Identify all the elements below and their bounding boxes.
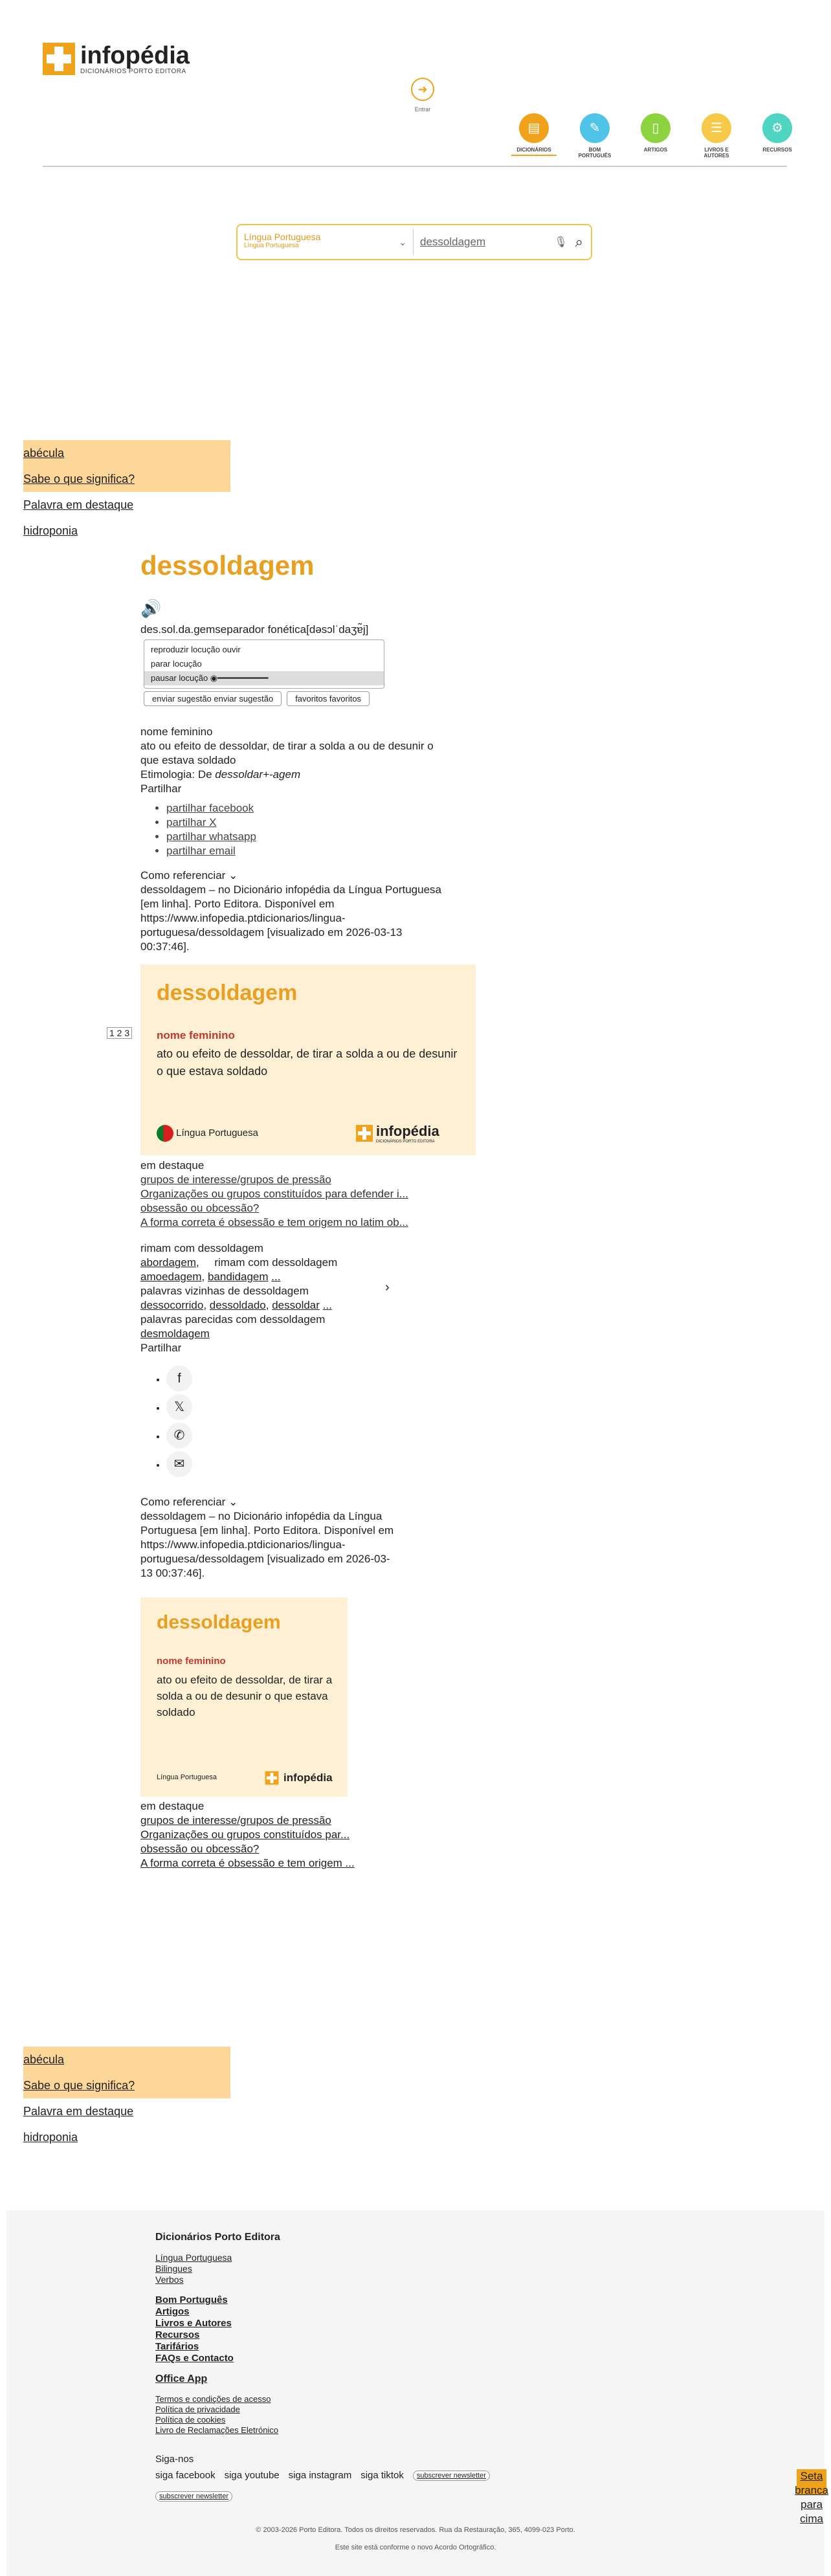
footer-link[interactable]: Artigos [155,2306,190,2317]
card-logo-name: infopédia [376,1123,439,1139]
etymology [140,768,451,782]
pencil-icon: ✎ [580,113,610,143]
definition: ato ou efeito de dessoldar, de tirar a solda a ou de desunir o que estava soldado [140,740,434,766]
card-pos: nome feminino [157,1029,235,1041]
share-facebook-link[interactable]: • partilhar facebook [166,801,451,816]
entry-body [140,725,451,954]
legal-link[interactable]: Livro de Reclamações Eletrónico [155,2425,279,2435]
entry-actions [144,691,370,706]
sidebar-quiz-link[interactable]: Sabe o que significa? [23,466,230,492]
search-bar [236,224,592,260]
sidebar-featured-link[interactable]: Palavra em destaque [23,2105,134,2118]
audio-player [144,639,384,689]
x-icon[interactable]: • 𝕏 [166,1394,192,1420]
neighbor-link[interactable]: dessoldar [272,1299,320,1311]
nav-label: LIVROS E AUTORES [704,147,729,159]
office-app-link[interactable]: Office App [155,2373,208,2384]
sidebar-top [23,440,230,544]
logo-subtitle: DICIONÁRIOS PORTO EDITORA [80,67,186,75]
login-label: Entrar [414,106,431,113]
chevron-down-icon: ⌄ [228,869,238,882]
sidebar-word-link[interactable]: abécula [23,440,230,466]
sidebar-featured-link[interactable]: Palavra em destaque [23,498,134,511]
microphone-icon[interactable]: 🎙 [554,237,568,248]
etymology-value: dessoldar+-agem [215,768,301,781]
sidebar-word-link[interactable]: hidroponia [23,2131,78,2144]
featured-block [140,1159,464,1230]
sidebar-word-link[interactable]: hidroponia [23,524,78,537]
portugal-flag-icon [157,1125,173,1142]
card-logo [356,1123,439,1144]
cite-label: Como referenciar [140,1496,226,1508]
sidebar-quiz-link[interactable]: Sabe o que significa? [23,2072,230,2098]
card-logo-name: infopédia [283,1771,333,1784]
cite-label: Como referenciar [140,869,226,882]
footer-link[interactable]: Verbos [155,2274,184,2285]
logo[interactable] [43,43,190,75]
book-icon: ▤ [519,113,549,143]
syllables: des.sol.da.gemseparador fonética[dəsɔlˈdaʒɐ̃j] [140,623,369,636]
share-label: Partilhar [140,783,182,795]
tiktok-link[interactable]: siga tiktok [360,2470,404,2481]
legal-link[interactable]: Política de cookies [155,2415,226,2425]
main-nav [511,113,800,159]
nav-label: ARTIGOS [643,147,668,153]
neighbor-link[interactable]: dessocorrido [140,1299,204,1311]
facebook-link[interactable]: siga facebook [155,2470,216,2481]
entry-title: dessoldagem [140,550,315,581]
card-language [157,1125,258,1142]
related-block [140,1241,425,1355]
footer-content [155,2232,490,2500]
legal-link[interactable]: Política de privacidade [155,2404,240,2414]
footer-link[interactable]: Recursos [155,2329,200,2340]
speaker-icon[interactable]: 🔊 [140,599,162,618]
card-logo [263,1770,333,1786]
phonetic: dəsɔlˈdaʒɐ̃j [309,623,366,636]
nav-label: RECURSOS [762,147,792,153]
pause-row [144,671,384,685]
footer-link[interactable]: FAQs e Contacto [155,2353,234,2364]
footer-link[interactable]: Tarifários [155,2341,199,2352]
rhyme-link[interactable]: amoedagem [140,1271,202,1283]
nav-label: BOM PORTUGUÊS [578,147,612,159]
nav-dicionarios[interactable] [511,113,557,159]
part-of-speech: nome feminino [140,726,213,738]
separator-alt: separador fonética [215,623,307,636]
card-pos: nome feminino [157,1656,226,1667]
language-select[interactable] [238,229,414,255]
social-row [155,2470,490,2481]
featured-link[interactable]: grupos de interesse/grupos de pressão [140,1173,331,1186]
citation: dessoldagem – no Dicionário infopédia da Língua Portuguesa [em linha]. Porto Editora. Disponível em https://www.infopedia.ptdicionarios/lingua-portuguesa/dessoldagem [visualizado em 2026-03-13 00:37:46]. [140,1510,394,1579]
language-value: Língua Portuguesa [244,232,321,242]
sidebar-bottom [23,2047,230,2150]
neighbors-list: dessocorrido, dessoldado, dessoldar ... [140,1299,332,1311]
cite-toggle[interactable] [140,1495,399,1509]
featured-label: em destaque [140,1159,205,1171]
more-link[interactable]: ... [271,1271,281,1283]
citation-block-2 [140,1495,399,1581]
email-icon[interactable]: • ✉ [166,1451,192,1477]
search-icon[interactable]: ⌕ [575,234,583,250]
carousel-pager[interactable]: 1 2 3 [107,1027,132,1039]
similar-link[interactable]: desmoldagem [140,1327,210,1340]
pause-button[interactable]: pausar locução [151,673,208,683]
legal-link[interactable]: Termos e condições de acesso [155,2394,271,2404]
featured-link[interactable]: grupos de interesse/grupos de pressão [140,1814,331,1827]
document-icon: ▯ [641,113,670,143]
card-title: dessoldagem [157,1612,281,1633]
footer-link[interactable]: Bom Português [155,2294,228,2305]
share-icons [166,1366,192,1477]
logo-cross-icon [356,1125,373,1142]
suggest-button[interactable]: enviar sugestão enviar sugestão [144,691,282,706]
cite-toggle[interactable] [140,869,451,883]
newsletter-button[interactable]: subscrever newsletter [155,2491,232,2502]
footer-link[interactable]: Bilingues [155,2263,192,2274]
audio-slider[interactable]: ◉━━━━━━━━━━ [210,673,269,683]
books-icon: ☰ [702,113,731,143]
spelling-agreement: Este site está conforme o novo Acordo Ortográfico. [335,2544,496,2551]
logo-cross-icon [43,43,75,75]
citation: dessoldagem – no Dicionário infopédia da Língua Portuguesa [em linha]. Porto Editora. Disponível em https://www.infopedia.ptdicionarios/lingua-portuguesa/dessoldagem [visualizado em 2026-03-13 00:37:46]. [140,883,441,953]
nav-artigos[interactable] [633,113,678,159]
favorites-button[interactable]: favoritos favoritos [287,691,370,706]
rhymes-label: rimam com dessoldagem [140,1242,263,1254]
rhymes-list-2: amoedagem, bandidagem ... [140,1271,281,1283]
featured-link[interactable]: obsessão ou obcessão? [140,1202,260,1214]
card-definition: ato ou efeito de dessoldar, de tirar a solda a ou de desunir o que estava soldado [157,1674,333,1718]
similar-label: palavras parecidas com dessoldagem [140,1313,326,1326]
sidebar-word-link[interactable]: abécula [23,2047,230,2072]
rhyme-link[interactable]: bandidagem [207,1271,269,1283]
newsletter-button[interactable]: subscrever newsletter [413,2471,490,2481]
back-to-top-button[interactable] [792,2469,831,2526]
share-card [140,964,476,1155]
footer-link[interactable]: Língua Portuguesa [155,2252,232,2263]
language-sub: Língua Portuguesa [244,242,299,249]
search-input[interactable]: dessoldagem [420,236,486,248]
featured-link[interactable]: Organizações ou grupos constituídos para defender i... [140,1188,408,1200]
footer-title: Dicionários Porto Editora [155,2232,280,2243]
neighbors-label: palavras vizinhas de dessoldagem [140,1285,309,1297]
nav-livros-autores[interactable] [694,113,739,159]
card-language-label: Língua Portuguesa [176,1127,258,1138]
play-button[interactable]: reproduzir locução ouvir [151,645,241,654]
nav-bom-portugues[interactable] [572,113,617,159]
chevron-right-icon[interactable]: › [385,1280,390,1294]
facebook-icon[interactable]: • f [166,1366,192,1392]
featured-link[interactable]: Organizações ou grupos constituídos par... [140,1828,350,1841]
neighbor-link[interactable]: dessoldado [209,1299,266,1311]
card-language-label: Língua Portuguesa [157,1773,217,1781]
login-icon: ➜ [411,78,434,101]
footer-link[interactable]: Livros e Autores [155,2318,232,2329]
card-definition: ato ou efeito de dessoldar, de tirar a solda a ou de desunir o que estava soldado [157,1047,458,1078]
follow-label: Siga-nos [155,2454,194,2465]
back-to-top-alt: Seta branca para cima [795,2470,828,2525]
share-email-link[interactable]: • partilhar email [166,844,451,858]
login-button[interactable] [406,78,439,113]
instagram-link[interactable]: siga instagram [288,2470,352,2481]
more-link[interactable]: ... [322,1299,332,1311]
whatsapp-icon[interactable]: • ✆ [166,1423,192,1449]
share-whatsapp-link[interactable]: • partilhar whatsapp [166,830,451,844]
etymology-label: Etimologia: De [140,768,212,781]
gear-icon: ⚙ [762,113,792,143]
featured-link[interactable]: A forma correta é obsessão e tem origem ... [140,1857,355,1869]
logo-cross-icon [265,1771,279,1785]
nav-recursos[interactable] [755,113,800,159]
card-title: dessoldagem [157,981,298,1005]
youtube-link[interactable]: siga youtube [224,2470,280,2481]
nav-label: DICIONÁRIOS [511,147,557,156]
rhyme-image-alt: rimam com dessoldagem [214,1256,338,1269]
stop-button[interactable]: parar locução [151,659,202,669]
rhymes-list: abordagem, rimam com dessoldagem [140,1256,338,1269]
copyright: © 2003-2026 Porto Editora. Todos os direitos reservados. Rua da Restauração, 365, 4099-023 Porto. [256,2526,575,2534]
card-logo-sub: DICIONÁRIOS PORTO EDITORA [376,1140,435,1144]
logo-name: infopédia [80,41,190,69]
featured-label: em destaque [140,1800,205,1812]
syllable-split: des.sol.da.gem [140,623,216,636]
header-divider [43,166,787,167]
featured-block-2 [140,1799,393,1871]
featured-link[interactable]: A forma correta é obsessão e tem origem no latim ob... [140,1216,408,1228]
share-x-link[interactable]: • partilhar X [166,816,451,830]
featured-link[interactable]: obsessão ou obcessão? [140,1843,260,1855]
chevron-down-icon: ⌄ [228,1496,238,1508]
share-label: Partilhar [140,1342,182,1354]
rhyme-link[interactable]: abordagem [140,1256,197,1269]
share-card-mobile [140,1597,348,1797]
chevron-down-icon: ⌄ [399,237,406,247]
